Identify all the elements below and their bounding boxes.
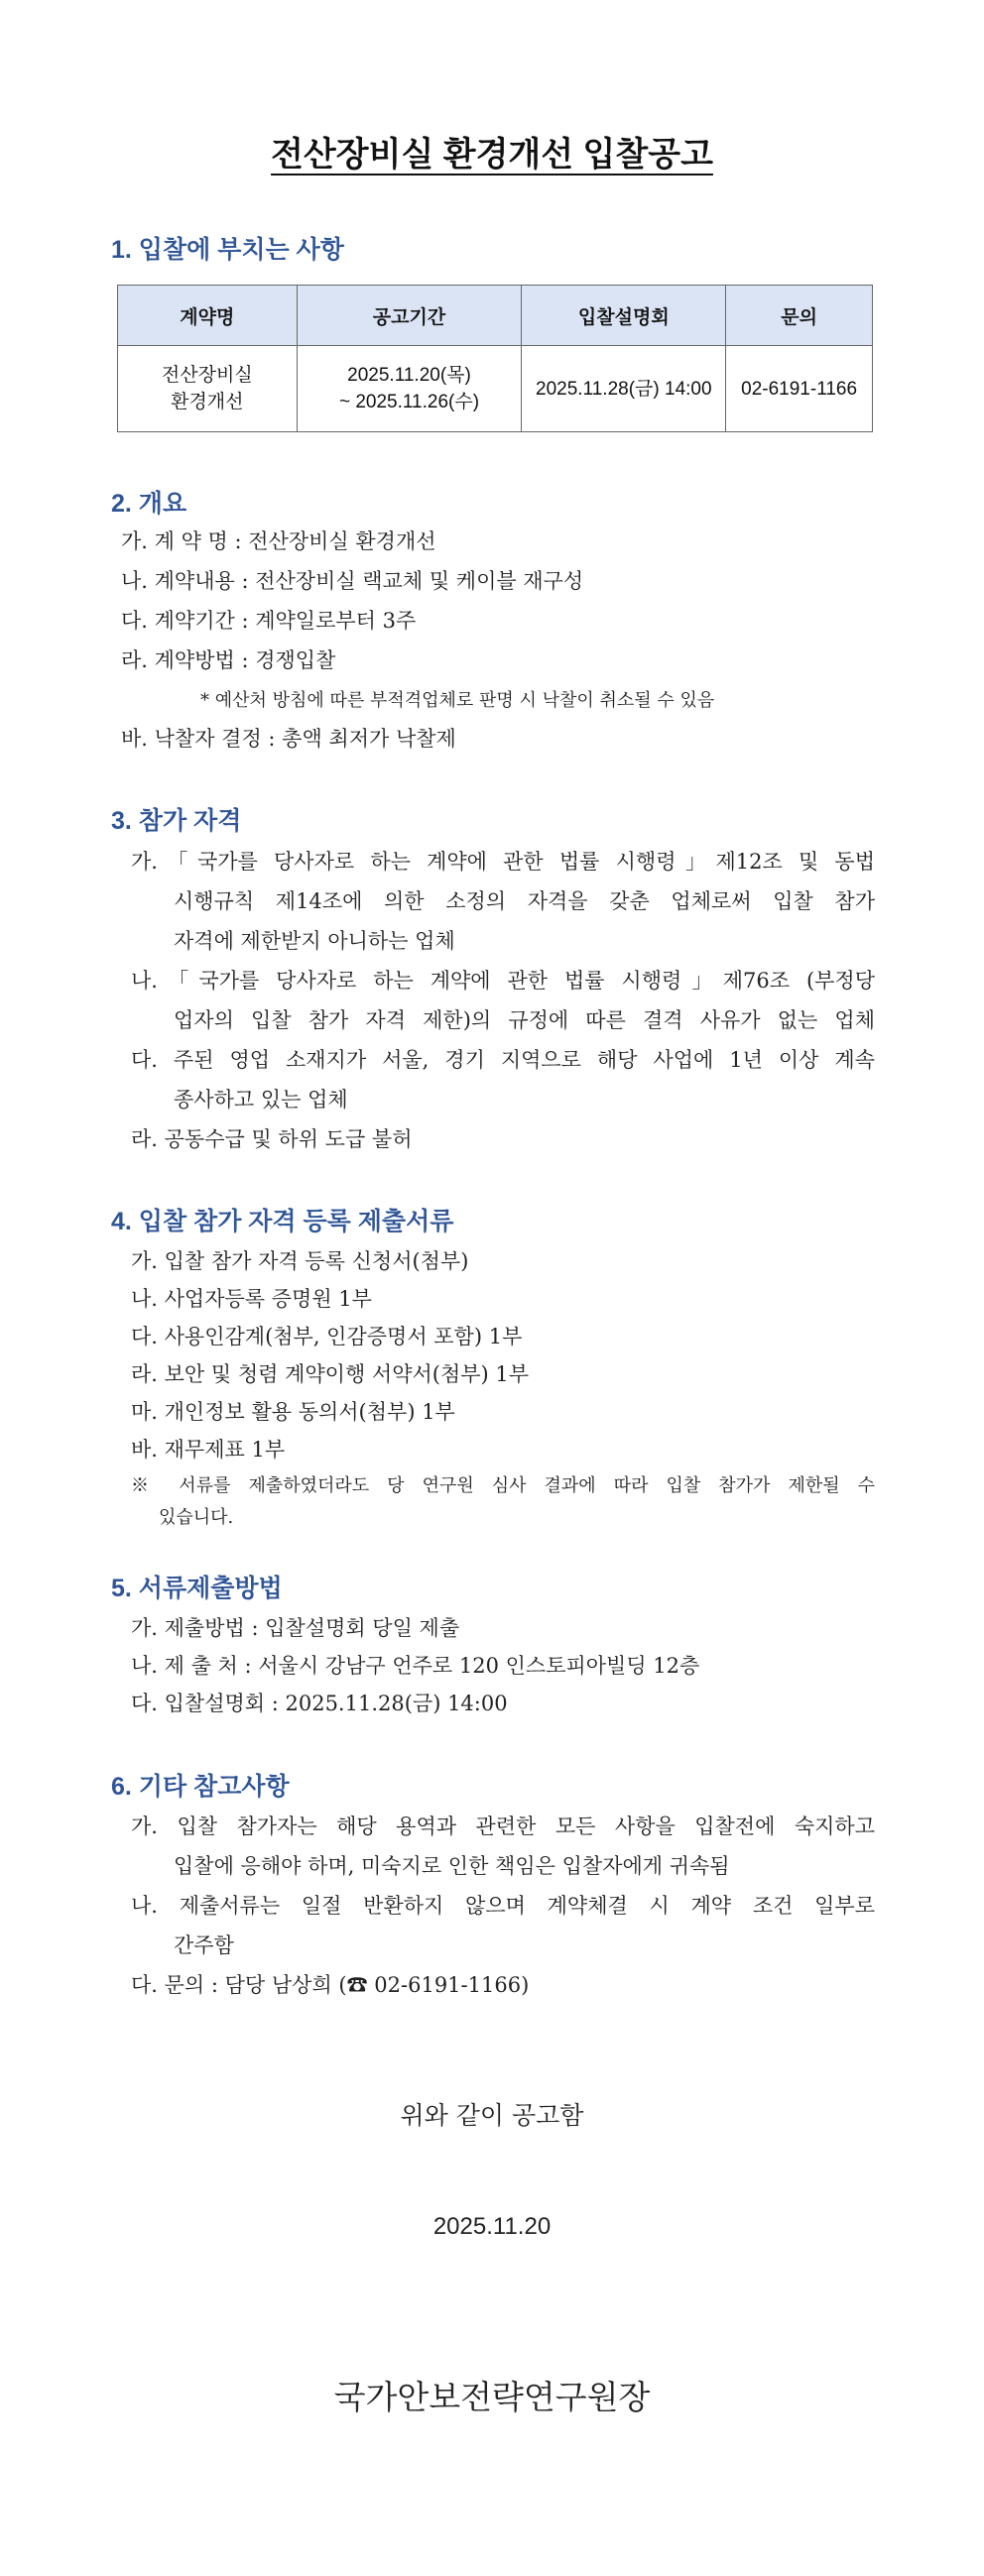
qualification-item: 다. 주된 영업 소재지가 서울, 경기 지역으로 해당 사업에 1년 이상 계속 — [131, 1048, 875, 1072]
closing-statement: 위와 같이 공고함 — [400, 2101, 584, 2130]
qualification-item: 나.「국가를 당사자로 하는 계약에 관한 법률 시행령」제76조 (부정당 — [131, 969, 875, 993]
contract-name-cell: 전산장비실 환경개선 — [118, 346, 298, 432]
overview-item: 가. 계 약 명 : 전산장비실 환경개선 — [121, 529, 436, 553]
document-item: 나. 사업자등록 증명원 1부 — [131, 1287, 372, 1311]
submission-item: 나. 제 출 처 : 서울시 강남구 언주로 120 인스토피아빌딩 12층 — [131, 1654, 700, 1678]
section-1-heading: 1. 입찰에 부치는 사항 — [111, 236, 344, 264]
section-4-heading: 4. 입찰 참가 자격 등록 제출서류 — [111, 1208, 454, 1235]
submission-item: 가. 제출방법 : 입찰설명회 당일 제출 — [131, 1616, 460, 1640]
document-item: 바. 재무제표 1부 — [131, 1438, 286, 1462]
qualification-item-cont: 시행규칙 제14조에 의한 소정의 자격을 갖춘 업체로써 입찰 참가 — [174, 889, 875, 913]
overview-item: 라. 계약방법 : 경쟁입찰 — [121, 648, 336, 672]
contact-cell: 02-6191-1166 — [726, 346, 873, 432]
issuer-name: 국가안보전략연구원장 — [333, 2378, 651, 2416]
document-item: 라. 보안 및 청렴 계약이행 서약서(첨부) 1부 — [131, 1362, 530, 1386]
qualification-item-cont: 자격에 제한받지 아니하는 업체 — [174, 929, 455, 953]
reference-item: 가. 입찰 참가자는 해당 용역과 관련한 모든 사항을 입찰전에 숙지하고 — [131, 1815, 875, 1838]
reference-item-cont: 간주함 — [174, 1933, 234, 1957]
document-note: ※ 서류를 제출하였더라도 당 연구원 심사 결과에 따라 입찰 참가가 제한될 수 — [131, 1475, 875, 1496]
table-header-row — [118, 286, 873, 346]
document-note-cont: 있습니다. — [159, 1507, 234, 1528]
table-header-cell: 입찰설명회 — [522, 286, 726, 346]
table-row — [118, 346, 873, 432]
section-3-heading: 3. 참가 자격 — [111, 807, 242, 835]
table-header-cell: 문의 — [726, 286, 873, 346]
bid-summary-table — [117, 285, 873, 432]
notice-date: 2025.11.20 — [432, 2213, 552, 2240]
briefing-session-cell: 2025.11.28(금) 14:00 — [522, 346, 726, 432]
table-header-cell: 계약명 — [118, 286, 298, 346]
reference-item-cont: 입찰에 응해야 하며, 미숙지로 인한 책임은 입찰자에게 귀속됨 — [174, 1854, 730, 1878]
qualification-item-cont: 업자의 입찰 참가 자격 제한)의 규정에 따른 결격 사유가 없는 업체 — [174, 1008, 875, 1032]
section-2-heading: 2. 개요 — [111, 490, 187, 518]
table-header-cell: 공고기간 — [297, 286, 522, 346]
document-item: 다. 사용인감계(첨부, 인감증명서 포함) 1부 — [131, 1325, 523, 1348]
notice-period-cell: 2025.11.20(목) ~ 2025.11.26(수) — [297, 346, 522, 432]
qualification-item: 라. 공동수급 및 하위 도급 불허 — [131, 1127, 413, 1151]
overview-item: 나. 계약내용 : 전산장비실 랙교체 및 케이블 재구성 — [121, 569, 584, 593]
document-item: 가. 입찰 참가 자격 등록 신청서(첨부) — [131, 1249, 469, 1273]
document-item: 마. 개인정보 활용 동의서(첨부) 1부 — [131, 1400, 455, 1424]
section-5-heading: 5. 서류제출방법 — [111, 1575, 283, 1602]
page-title: 전산장비실 환경개선 입찰공고 — [271, 136, 713, 174]
reference-item: 다. 문의 : 담당 남상희 (☎ 02-6191-1166) — [131, 1973, 530, 1997]
reference-item: 나. 제출서류는 일절 반환하지 않으며 계약체결 시 계약 조건 일부로 — [131, 1894, 875, 1918]
submission-item: 다. 입찰설명회 : 2025.11.28(금) 14:00 — [131, 1692, 508, 1715]
qualification-item-cont: 종사하고 있는 업체 — [174, 1088, 348, 1112]
overview-item: 바. 낙찰자 결정 : 총액 최저가 낙찰제 — [121, 727, 456, 751]
section-6-heading: 6. 기타 참고사항 — [111, 1773, 290, 1801]
overview-item: 다. 계약기간 : 계약일로부터 3주 — [121, 609, 417, 633]
qualification-item: 가.「국가를 당사자로 하는 계약에 관한 법률 시행령」제12조 및 동법 — [131, 850, 875, 874]
overview-note: * 예산처 방침에 따른 부적격업체로 판명 시 낙찰이 취소될 수 있음 — [200, 690, 715, 711]
